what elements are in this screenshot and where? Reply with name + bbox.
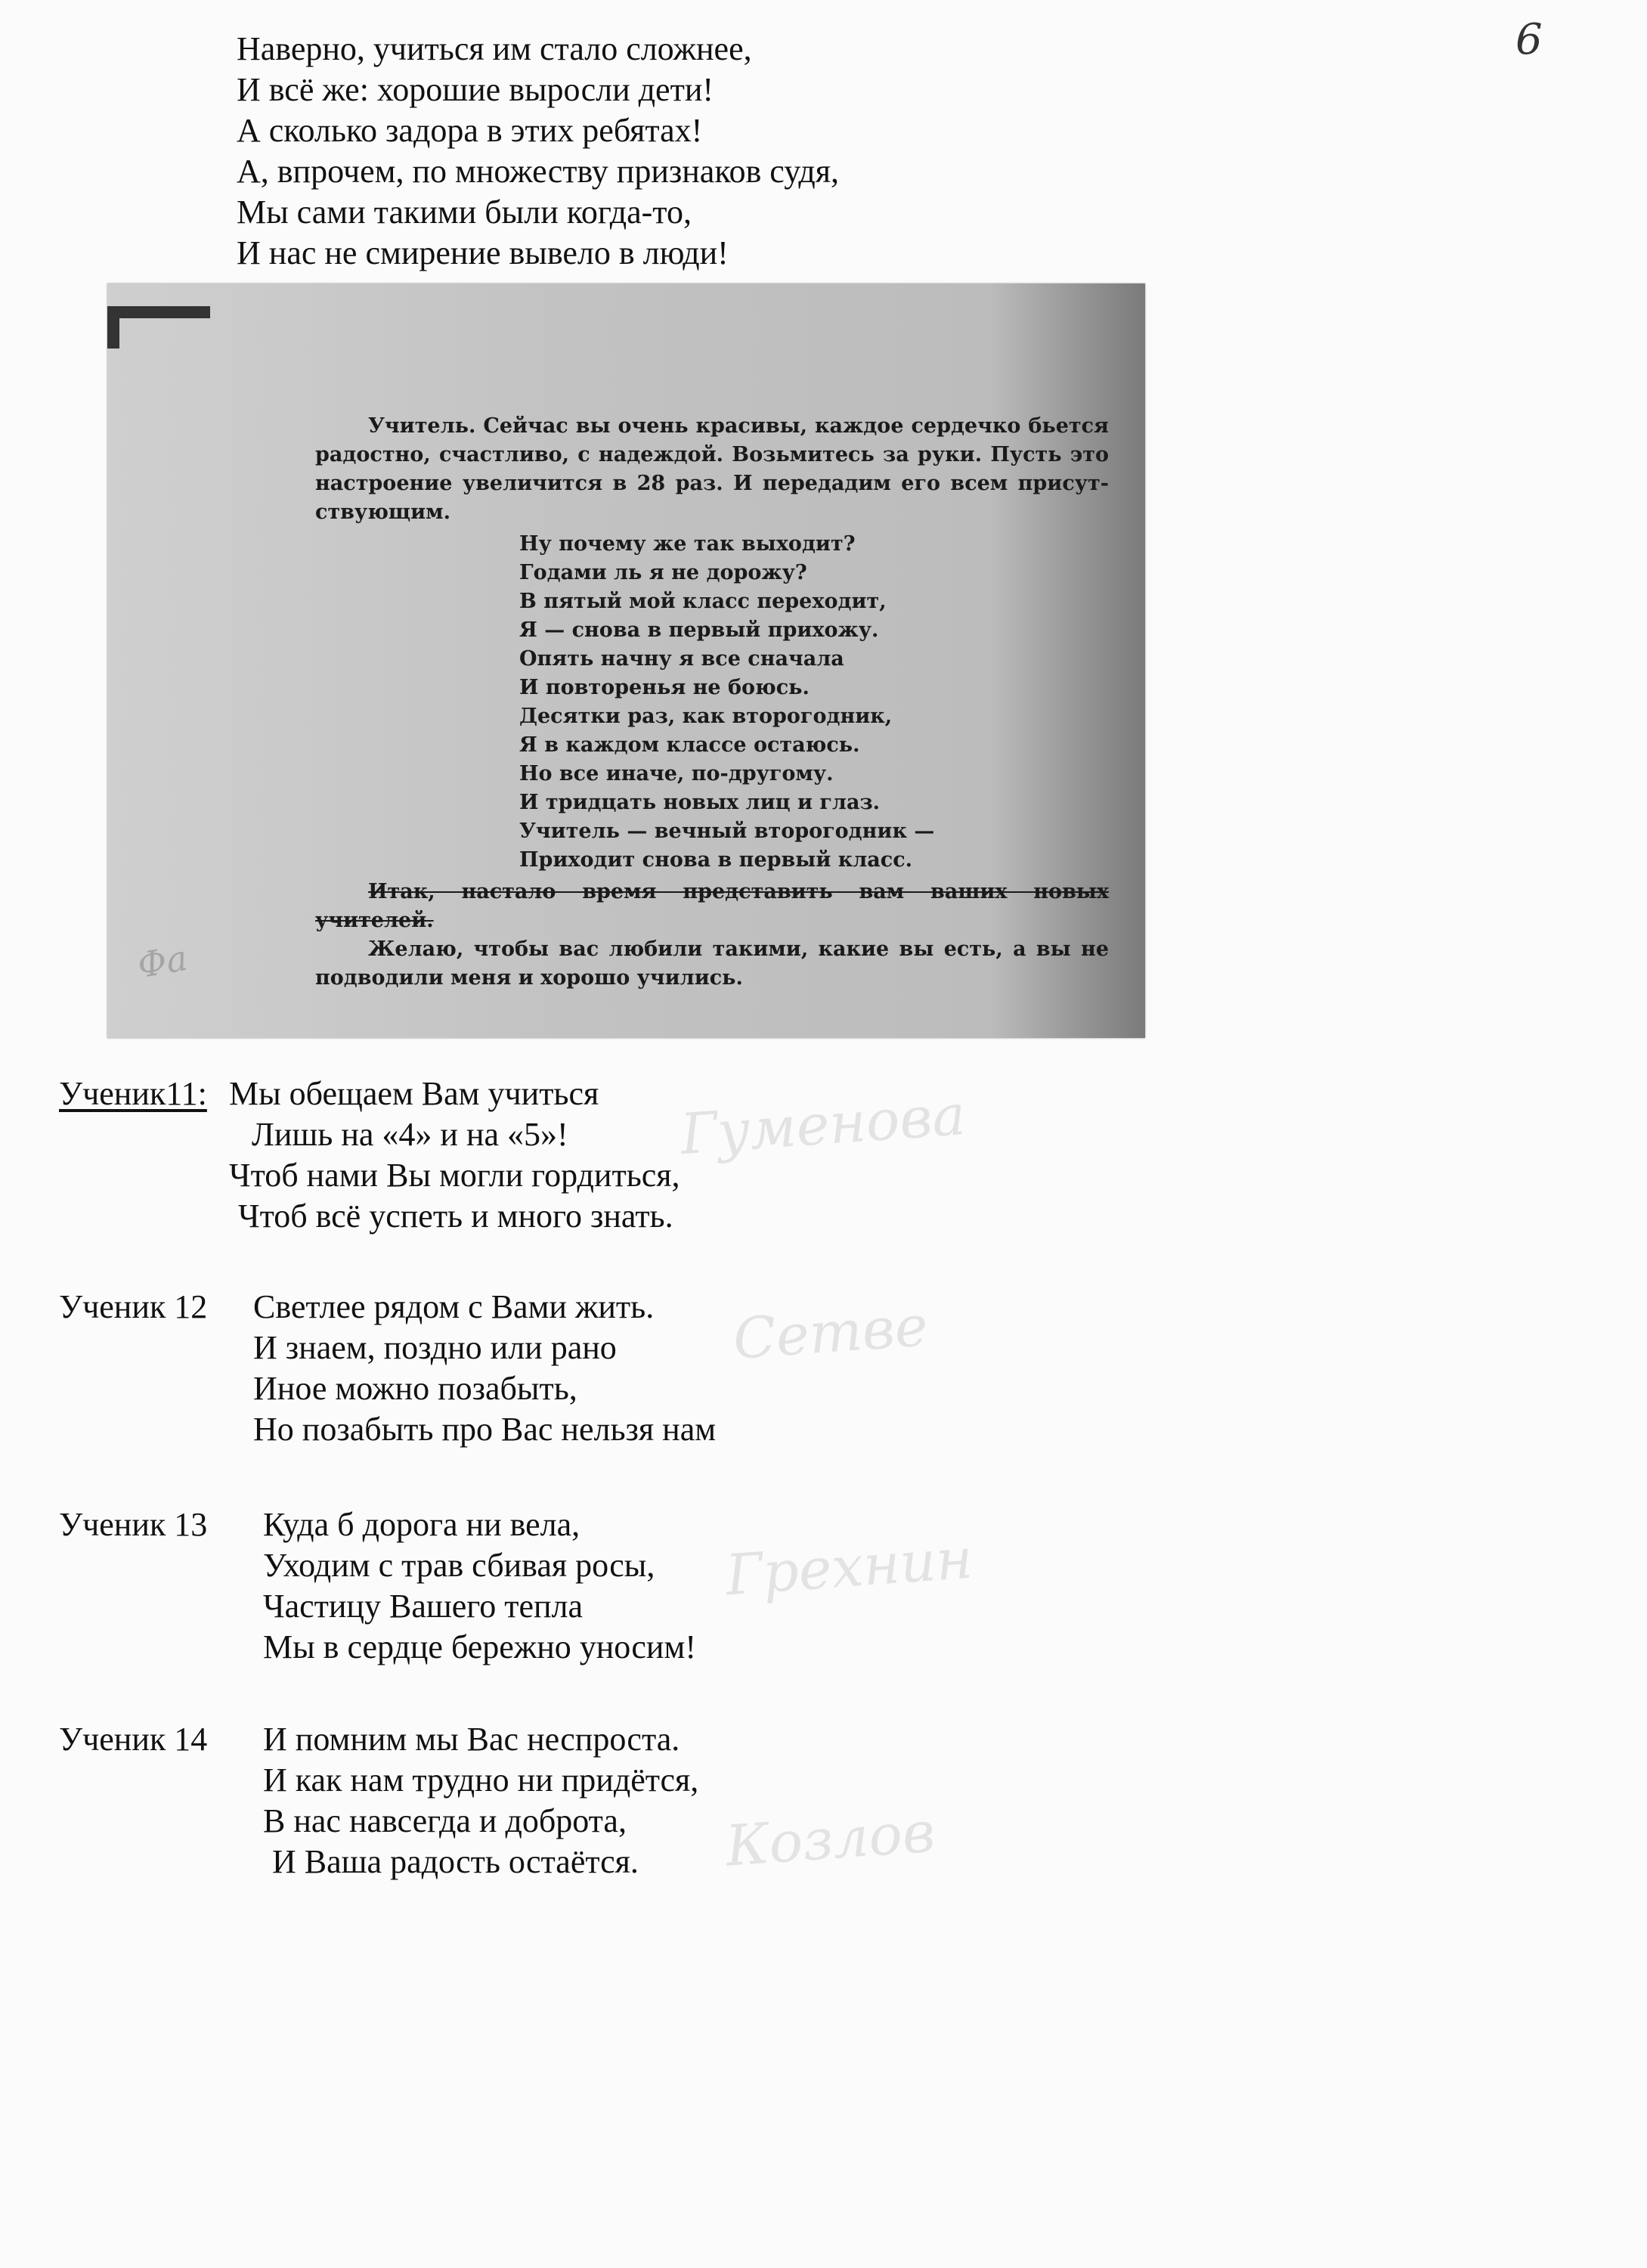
page-number: 6 [1515,15,1543,64]
speaker-label: Ученик 12 [59,1288,208,1325]
speaker-label: Ученик 13 [59,1506,208,1543]
poem-line: И как нам трудно ни придётся, [263,1761,699,1799]
speaker-label: Ученик11: [59,1075,207,1112]
clipping-text [315,412,1109,993]
teacher-speaker: Учитель. [368,414,476,438]
poem-line: Десятки раз, как второгодник, [519,705,893,728]
poem-line: Ну почему же так выходит? [519,532,856,556]
poem-line: И нас не смирение вывело в люди! [237,234,729,271]
poem-line: Я — снова в первый прихожу. [519,618,879,642]
poem-line: И помним мы Вас неспроста. [263,1721,680,1758]
poem-line: И тридцать новых лиц и глаз. [519,791,881,814]
poem-line: Мы сами такими были когда-то, [237,194,692,231]
stanza [263,1504,696,1668]
poem-line: Чтоб нами Вы могли гордиться, [229,1157,680,1194]
poem-line: Годами ль я не дорожу? [519,561,807,584]
poem-line: Мы обещаем Вам учиться [229,1075,599,1112]
poem-line: И повторенья не боюсь. [519,676,810,699]
faded-signature: Гуменова [678,1082,968,1168]
closing-wish: Желаю, чтобы вас любили такими, какие вы есть, а вы не подводили меня и хорошо учились. [315,937,1109,990]
poem-line: А сколько задора в этих ребятах! [237,112,703,149]
poem-line: Учитель — вечный второгодник — [519,820,935,843]
faded-signature: Козлов [723,1799,937,1879]
stanza [229,1074,680,1237]
teacher-prose: Сейчас вы очень красивы, каждое сердечко бьется радостно, счастливо, с надеждой. Возьмитесь за руки. Пусть это настроение увеличится в 28 раз. И передадим его всем присут-ствующим. [315,414,1109,524]
poem-line: Но все иначе, по-другому. [519,762,834,785]
handwritten-mark: Фа [134,937,190,987]
poem-line: Лишь на «4» и на «5»! [252,1116,568,1153]
poem-line: Уходим с трав сбивая росы, [263,1547,655,1584]
poem-line: В пятый мой класс переходит, [519,590,887,613]
pasted-clipping [107,284,1145,1038]
poem-line: Мы в сердце бережно уносим! [263,1628,696,1665]
teacher-speech [315,412,1109,527]
teacher-poem [519,530,1109,875]
poem-line: Иное можно позабыть, [253,1370,577,1407]
faded-signature: Сетве [731,1294,930,1372]
poem-line: Наверно, учиться им стало сложнее, [237,30,752,67]
poem-line: А, впрочем, по множеству признаков судя, [237,153,840,190]
stanza [263,1719,698,1882]
poem-line: И всё же: хорошие выросли дети! [237,71,714,108]
speaker-label: Ученик 14 [59,1721,208,1758]
poem-line: Опять начну я все сначала [519,647,844,671]
struck-line: Итак, настало время представить вам ваших новых учителей. [315,880,1109,932]
faded-signature: Грехнин [723,1526,975,1609]
poem-line: И Ваша радость остаётся. [272,1843,639,1880]
stanza [253,1287,716,1450]
poem-line: Чтоб всё успеть и много знать. [238,1198,673,1235]
poem-line: В нас навсегда и доброта, [263,1802,627,1839]
poem-line: И знаем, поздно или рано [253,1329,617,1366]
intro-poem [237,29,839,274]
poem-line: Светлее рядом с Вами жить. [253,1288,655,1325]
poem-line: Куда б дорога ни вела, [263,1506,580,1543]
poem-line: Частицу Вашего тепла [263,1588,584,1625]
poem-line: Я в каждом классе остаюсь. [519,733,860,757]
poem-line: Приходит снова в первый класс. [519,848,913,872]
poem-line: Но позабыть про Вас нельзя нам [253,1411,717,1448]
clipping-corner-mark [107,306,210,349]
